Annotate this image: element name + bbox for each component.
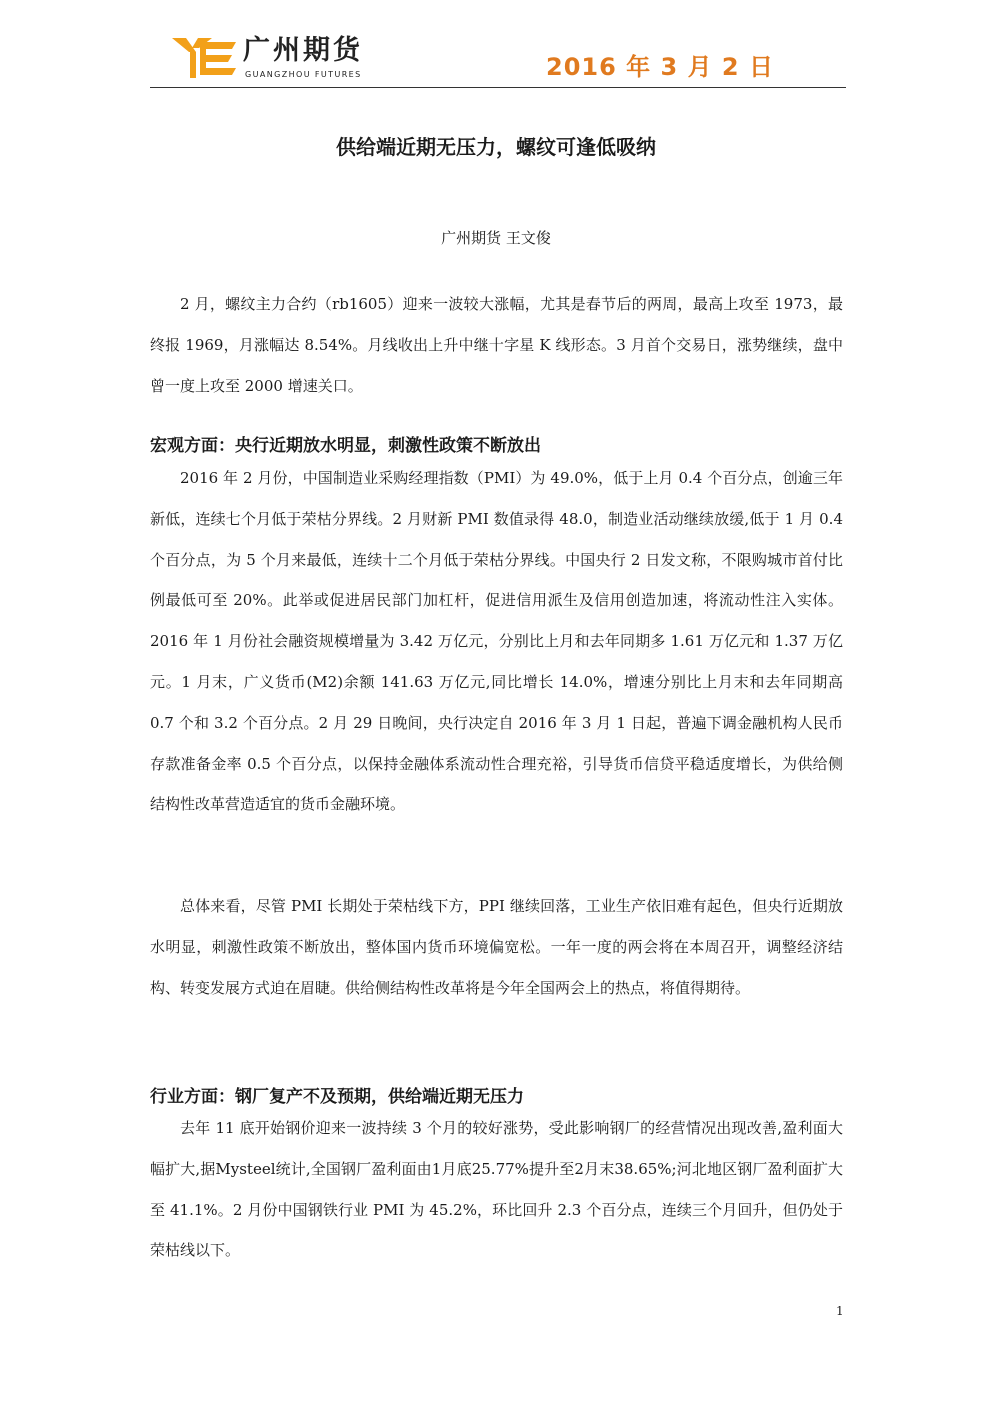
guangzhou-futures-logo bbox=[172, 36, 238, 80]
section-heading-industry: 行业方面：钢厂复产不及预期，供给端近期无压力 bbox=[150, 1087, 524, 1107]
section-heading-macro: 宏观方面：央行近期放水明显，刺激性政策不断放出 bbox=[150, 436, 541, 456]
brand-name-cn: 广州期货 bbox=[243, 35, 363, 66]
document-title: 供给端近期无压力，螺纹可逢低吸纳 bbox=[336, 135, 656, 159]
intro-paragraph: 2 月，螺纹主力合约（rb1605）迎来一波较大涨幅，尤其是春节后的两周，最高上攻至 1973，最终报 1969，月涨幅达 8.54%。月线收出上升中继十字星 K 线形态。3 月首个交易日，涨势继续，盘中曾一度上攻至 2000 增速关口。 bbox=[150, 295, 843, 395]
report-date: 2016 年 3 月 2 日 bbox=[546, 53, 774, 81]
industry-paragraph: 去年 11 底开始钢价迎来一波持续 3 个月的较好涨势，受此影响钢厂的经营情况出现改善,盈利面大幅扩大,据Mysteel统计,全国钢厂盈利面由1月底25.77%提升至2月末38.65%;河北地区钢厂盈利面扩大至 41.1%。2 月份中国钢铁行业 PMI 为 45.2%，环比回升 2.3 个百分点，连续三个月回升，但仍处于荣枯线以下。 bbox=[150, 1119, 843, 1260]
page-header bbox=[150, 30, 846, 90]
brand-name-en: GUANGZHOU FUTURES bbox=[245, 70, 362, 79]
page-number: 1 bbox=[836, 1304, 844, 1318]
author-byline: 广州期货 王文俊 bbox=[441, 229, 551, 247]
header-divider bbox=[150, 87, 846, 88]
summary-paragraph: 总体来看，尽管 PMI 长期处于荣枯线下方，PPI 继续回落，工业生产依旧难有起色，但央行近期放水明显，刺激性政策不断放出，整体国内货币环境偏宽松。一年一度的两会将在本周召开，调整经济结构、转变发展方式迫在眉睫。供给侧结构性改革将是今年全国两会上的热点，将值得期待。 bbox=[150, 897, 843, 997]
macro-paragraph: 2016 年 2 月份，中国制造业采购经理指数（PMI）为 49.0%，低于上月 0.4 个百分点，创逾三年新低，连续七个月低于荣枯分界线。2 月财新 PMI 数值录得 48.0，制造业活动继续放缓,低于 1 月 0.4 个百分点，为 5 个月来最低，连续十二个月低于荣枯分界线。中国央行 2 日发文称，不限购城市首付比例最低可至 20%。此举或促进居民部门加杠杆，促进信用派生及信用创造加速，将流动性注入实体。2016 年 1 月份社会融资规模增量为 3.42 万亿元，分别比上月和去年同期多 1.61 万亿元和 1.37 万亿元。1 月末，广义货币(M2)余额 141.63 万亿元,同比增长 14.0%，增速分别比上月末和去年同期高 0.7 个和 3.2 个百分点。2 月 29 日晚间，央行决定自 2016 年 3 月 1 日起，普遍下调金融机构人民币存款准备金率 0.5 个百分点，以保持金融体系流动性合理充裕，引导货币信贷平稳适度增长，为供给侧结构性改革营造适宜的货币金融环境。 bbox=[150, 469, 843, 814]
